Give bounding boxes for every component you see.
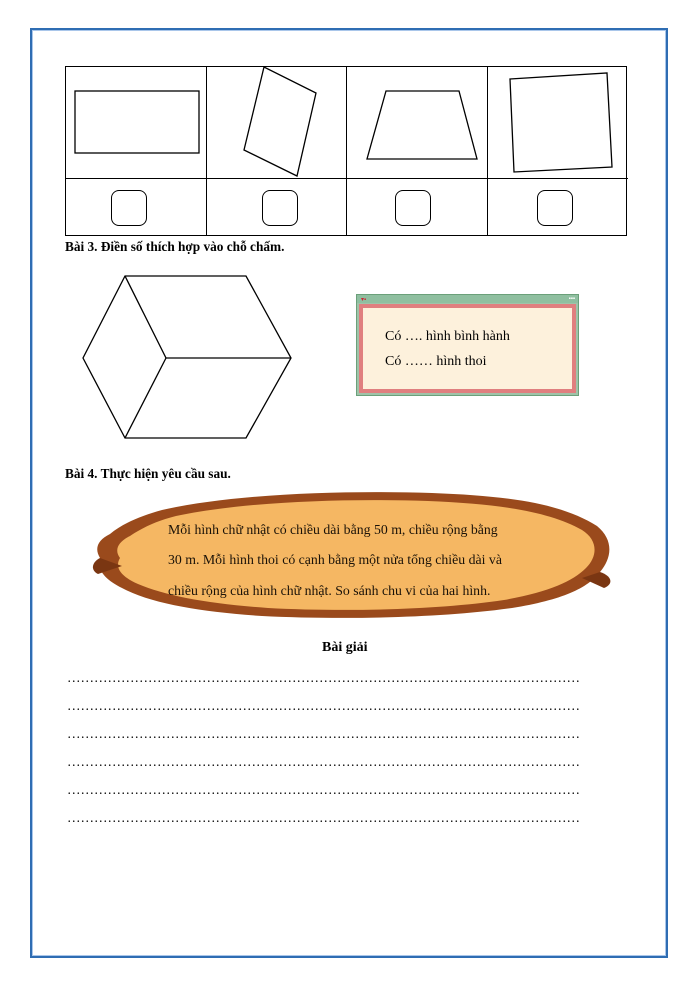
shapes-table — [65, 66, 627, 236]
answer-box-4[interactable] — [537, 190, 573, 226]
rhombus-shape — [244, 67, 316, 176]
answer-box-2[interactable] — [262, 190, 298, 226]
problem-line-2: 30 m. Mỗi hình thoi có cạnh bằng một nửa tổng chiều dài và — [168, 552, 502, 567]
box-title-bar — [357, 295, 578, 303]
hexagon-cube-figure — [80, 272, 294, 442]
problem-line-1: Mỗi hình chữ nhật có chiều dài bằng 50 m, chiều rộng bằng — [168, 522, 498, 537]
exercise-4-heading: Bài 4. Thực hiện yêu cầu sau. — [65, 466, 231, 481]
parallelogram-count-text: Có …. hình bình hành — [385, 329, 510, 344]
square-shape — [510, 73, 612, 172]
answer-line-6[interactable]: …………………………………………………………………………………………………… — [67, 810, 580, 825]
answer-line-3[interactable]: …………………………………………………………………………………………………… — [67, 726, 580, 741]
answer-line-4[interactable]: …………………………………………………………………………………………………… — [67, 754, 580, 769]
rectangle-shape — [75, 91, 199, 153]
answer-line-1[interactable]: …………………………………………………………………………………………………… — [67, 670, 580, 685]
window-controls-icon: ▪▪▪ — [568, 296, 575, 302]
trapezoid-shape — [367, 91, 477, 159]
answer-line-5[interactable]: …………………………………………………………………………………………………… — [67, 782, 580, 797]
table-shapes-drawing — [66, 67, 628, 179]
solution-title: Bài giải — [322, 640, 368, 655]
answer-box-1[interactable] — [111, 190, 147, 226]
rhombus-count-text: Có …… hình thoi — [385, 354, 487, 369]
box-body — [359, 304, 576, 393]
count-answer-box — [356, 294, 579, 396]
answer-box-3[interactable] — [395, 190, 431, 226]
menu-icon: ▾▪ — [361, 297, 367, 303]
cube-edge-top — [125, 276, 166, 358]
cube-edge-bottom — [125, 358, 166, 438]
hexagon-outline — [83, 276, 291, 438]
problem-line-3: chiều rộng của hình chữ nhật. So sánh chu vi của hai hình. — [168, 583, 491, 598]
answer-line-2[interactable]: …………………………………………………………………………………………………… — [67, 698, 580, 713]
exercise-3-heading: Bài 3. Điền số thích hợp vào chỗ chấm. — [65, 239, 285, 254]
